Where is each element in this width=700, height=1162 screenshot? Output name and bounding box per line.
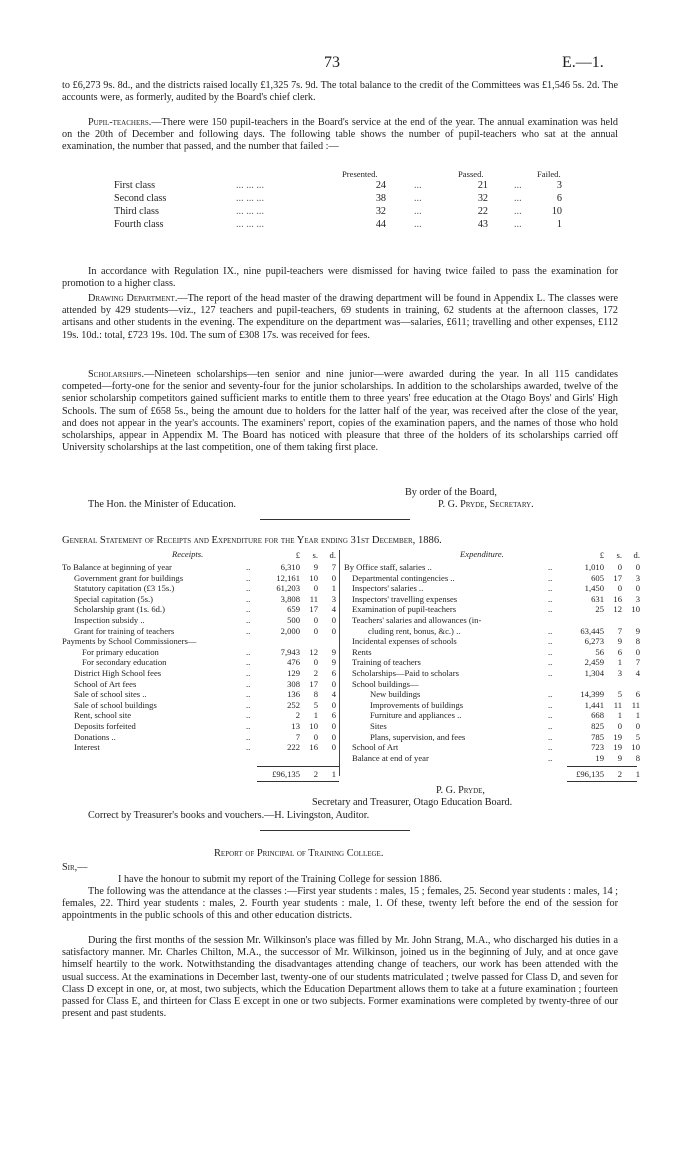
expenditure-leader: .. <box>548 742 553 753</box>
expenditure-label: Improvements of buildings <box>370 699 464 710</box>
receipt-leader: .. <box>246 699 251 710</box>
expenditure-amount-pence: 6 <box>635 689 640 700</box>
expenditure-label: Sites <box>370 721 387 731</box>
receipt-amount-shillings: 0 <box>313 657 318 668</box>
expenditure-label: By Office staff, salaries .. <box>344 562 432 572</box>
expenditure-leader: .. <box>548 699 553 710</box>
expenditure-leader: .. <box>548 562 553 572</box>
receipt-leader: .. <box>246 604 251 615</box>
expenditure-leader: .. <box>548 646 553 657</box>
pt-row-leader: ... ... ... <box>236 219 265 230</box>
pt-row-leader: ... <box>514 219 522 230</box>
expenditure-leader: .. <box>548 657 553 668</box>
receipts-total-underline <box>257 781 339 782</box>
expenditure-amount-pence: 8 <box>635 636 640 647</box>
expenditure-label: Plans, supervision, and fees <box>370 731 466 742</box>
receipt-amount-pence: 6 <box>331 668 336 678</box>
receipt-amount-pounds: 308 <box>287 678 300 689</box>
receipt-amount-shillings: 17 <box>309 678 318 689</box>
report-paragraph-1: I have the honour to submit my report of the Training College for session 1886. <box>118 874 442 885</box>
receipt-amount-pence: 4 <box>331 604 336 615</box>
lsd-right-pence: d. <box>633 550 640 560</box>
lsd-left-shillings: s. <box>312 550 318 560</box>
expenditure-amount-pence: 10 <box>631 604 640 615</box>
expenditure-label: Rents <box>352 646 372 657</box>
receipt-amount-pence: 3 <box>331 593 336 604</box>
receipt-amount-pence: 0 <box>331 625 336 636</box>
expenditure-header: Expenditure. <box>460 549 504 559</box>
expenditure-amount-pounds: 14,399 <box>580 689 604 700</box>
expenditure-amount-shillings: 12 <box>613 604 622 615</box>
expenditure-amount-shillings: 6 <box>617 646 622 657</box>
receipt-label: Sale of school buildings <box>74 699 157 710</box>
expenditure-amount-pounds: 1,010 <box>584 562 604 572</box>
expenditure-amount-pence: 3 <box>635 593 640 604</box>
pt-row-leader: ... <box>514 180 522 191</box>
receipts-header: Receipts. <box>172 549 204 559</box>
receipt-leader: .. <box>246 668 251 678</box>
expenditure-label: Inspectors' salaries .. <box>352 583 424 594</box>
expenditure-amount-shillings: 1 <box>617 657 622 668</box>
pupil-teachers-heading: Pupil-teachers. <box>88 117 152 128</box>
expenditure-amount-shillings: 9 <box>617 636 622 647</box>
expenditure-amount-pence: 7 <box>635 657 640 668</box>
expenditure-amount-shillings: 19 <box>613 731 622 742</box>
expenditure-amount-pence: 0 <box>635 646 640 657</box>
expenditure-label: Departmental contingencies .. <box>352 572 455 583</box>
expenditure-label: Balance at end of year <box>352 752 429 763</box>
pt-row-failed: 10 <box>551 206 562 217</box>
receipt-label: School of Art fees <box>74 678 137 689</box>
receipt-amount-shillings: 10 <box>309 721 318 731</box>
receipt-leader: .. <box>246 562 251 572</box>
receipt-label: Rent, school site <box>74 710 132 721</box>
receipt-amount-pounds: 3,808 <box>280 593 300 604</box>
expenditure-amount-pounds: 605 <box>591 572 604 583</box>
receipt-amount-pounds: 500 <box>287 615 300 625</box>
receipt-amount-pence: 0 <box>331 572 336 583</box>
receipt-amount-pounds: 12,161 <box>276 572 300 583</box>
receipt-amount-pence: 0 <box>331 742 336 753</box>
receipt-label: Deposits forfeited <box>74 721 136 731</box>
lsd-left-pounds: £ <box>295 550 300 560</box>
expenditure-leader: .. <box>548 604 553 615</box>
expenditure-leader: .. <box>548 636 553 647</box>
expenditure-leader: .. <box>548 710 553 721</box>
receipt-amount-pence: 0 <box>331 731 336 742</box>
receipt-amount-shillings: 17 <box>309 604 318 615</box>
receipt-amount-pence: 0 <box>331 615 336 625</box>
receipt-leader: .. <box>246 583 251 594</box>
expenditure-label: Teachers' salaries and allowances (in- <box>352 615 482 625</box>
pt-row-passed: 21 <box>477 180 488 191</box>
pt-row-failed: 3 <box>556 180 562 191</box>
auditor-line: Correct by Treasurer's books and vouchers.—H. Livingston, Auditor. <box>88 810 370 821</box>
expenditure-label: School buildings— <box>352 678 419 689</box>
expenditure-total-underline <box>567 781 637 782</box>
receipt-amount-pence: 6 <box>331 710 336 721</box>
expenditure-label: Scholarships—Paid to scholars <box>352 668 459 678</box>
receipt-amount-shillings: 11 <box>309 593 318 604</box>
lsd-right-pounds: £ <box>599 550 604 560</box>
receipt-leader: .. <box>246 678 251 689</box>
addressee: The Hon. the Minister of Education. <box>88 499 236 510</box>
expenditure-label: Furniture and appliances .. <box>370 710 462 721</box>
receipt-label: Payments by School Commissioners— <box>62 636 197 647</box>
page-number: 73 <box>324 54 340 71</box>
treasurer-name: P. G. Pryde, <box>436 785 485 796</box>
receipt-label: For primary education <box>82 646 159 657</box>
expenditure-amount-pence: 0 <box>635 583 640 594</box>
receipt-amount-pounds: 136 <box>287 689 300 700</box>
receipt-label: District High School fees <box>74 668 162 678</box>
receipt-label: Donations .. <box>74 731 116 742</box>
expenditure-amount-pence: 9 <box>635 625 640 636</box>
receipt-leader: .. <box>246 593 251 604</box>
expenditure-amount-pounds: 631 <box>591 593 604 604</box>
pt-row-passed: 32 <box>477 193 488 204</box>
receipt-amount-pounds: 6,310 <box>280 562 300 572</box>
secretary-signature: P. G. Pryde, Secretary. <box>438 499 534 510</box>
receipt-amount-pounds: 2,000 <box>280 625 300 636</box>
expenditure-leader: .. <box>548 625 553 636</box>
receipt-label: To Balance at beginning of year <box>62 562 172 572</box>
receipt-amount-shillings: 0 <box>313 583 318 594</box>
receipt-amount-pence: 0 <box>331 721 336 731</box>
regulation-paragraph: In accordance with Regulation IX., nine pupil-teachers were dismissed for having twice failed to pass the examination for promotion to a higher class. <box>62 266 618 290</box>
expenditure-label: cluding rent, bonus, &c.) .. <box>368 625 461 636</box>
expenditure-label: School of Art <box>352 742 399 753</box>
statement-title: General Statement of Receipts and Expenditure for the Year ending 31st December, 1886. <box>62 535 442 546</box>
receipt-leader: .. <box>246 657 251 668</box>
expenditure-amount-pounds: 1,304 <box>584 668 604 678</box>
receipt-amount-shillings: 1 <box>313 710 318 721</box>
pt-row-leader: ... <box>514 193 522 204</box>
expenditure-label: Training of teachers <box>352 657 421 668</box>
expenditure-amount-pounds: 825 <box>591 721 604 731</box>
receipt-amount-pounds: 7,943 <box>280 646 300 657</box>
receipt-amount-shillings: 2 <box>313 668 318 678</box>
expenditure-total-shillings: 2 <box>617 769 622 779</box>
receipt-amount-pounds: 659 <box>287 604 300 615</box>
receipt-amount-pounds: 129 <box>287 668 300 678</box>
column-failed: Failed. <box>537 169 561 179</box>
report-paragraph-2: The following was the attendance at the classes :—First year students : males, 15 ; females, 25. Second year students : males, 14 ; females, 22. Third year students : males, 2. Fourth year students : male, 1. Of these, twenty left before the end of the session for appointments in the public schools of this and other education districts. <box>62 886 618 922</box>
pt-row-label: Third class <box>114 206 159 217</box>
receipt-leader: .. <box>246 625 251 636</box>
receipts-total-shillings: 2 <box>313 769 318 779</box>
section-divider <box>260 519 410 520</box>
pt-row-label: Fourth class <box>114 219 164 230</box>
pt-row-leader: ... ... ... <box>236 180 265 191</box>
scholarships-paragraph <box>62 369 618 454</box>
expenditure-leader: .. <box>548 572 553 583</box>
receipt-amount-pounds: 476 <box>287 657 300 668</box>
receipt-amount-shillings: 0 <box>313 625 318 636</box>
expenditure-amount-pounds: 2,459 <box>584 657 604 668</box>
expenditure-amount-shillings: 0 <box>617 562 622 572</box>
receipt-leader: .. <box>246 731 251 742</box>
receipt-amount-pounds: 7 <box>295 731 300 742</box>
report-title: Report of Principal of Training College. <box>214 848 384 859</box>
expenditure-amount-pounds: 785 <box>591 731 604 742</box>
receipt-label: Statutory capitation (£3 15s.) <box>74 583 175 594</box>
column-divider <box>339 550 340 776</box>
receipt-leader: .. <box>246 615 251 625</box>
receipt-amount-pence: 0 <box>331 678 336 689</box>
receipt-label: Sale of school sites .. <box>74 689 147 700</box>
expenditure-amount-pounds: 19 <box>595 752 604 763</box>
expenditure-amount-shillings: 9 <box>617 752 622 763</box>
pt-row-failed: 6 <box>556 193 562 204</box>
expenditure-amount-pounds: 668 <box>591 710 604 721</box>
pt-row-passed: 22 <box>477 206 488 217</box>
expenditure-amount-pence: 5 <box>635 731 640 742</box>
receipt-amount-pounds: 222 <box>287 742 300 753</box>
pt-row-failed: 1 <box>556 219 562 230</box>
section-divider-2 <box>260 830 410 831</box>
expenditure-leader: .. <box>548 721 553 731</box>
pt-row-leader: ... <box>514 206 522 217</box>
pt-row-presented: 44 <box>375 219 386 230</box>
pt-row-label: First class <box>114 180 156 191</box>
expenditure-leader: .. <box>548 593 553 604</box>
expenditure-amount-pounds: 56 <box>595 646 604 657</box>
receipt-amount-pence: 9 <box>331 646 336 657</box>
expenditure-total-pence: 1 <box>635 769 640 779</box>
treasurer-title: Secretary and Treasurer, Otago Education Board. <box>312 797 513 808</box>
receipt-amount-shillings: 16 <box>309 742 318 753</box>
expenditure-amount-pounds: 63,445 <box>580 625 604 636</box>
pt-row-presented: 38 <box>375 193 386 204</box>
receipt-amount-pence: 7 <box>331 562 336 572</box>
pt-row-passed: 43 <box>477 219 488 230</box>
receipt-amount-pence: 0 <box>331 699 336 710</box>
receipt-amount-shillings: 5 <box>313 699 318 710</box>
expenditure-amount-pounds: 1,450 <box>584 583 604 594</box>
expenditure-leader: .. <box>548 752 553 763</box>
expenditure-total-rule <box>567 766 637 767</box>
expenditure-amount-shillings: 11 <box>613 699 622 710</box>
receipt-amount-pounds: 2 <box>295 710 300 721</box>
pt-row-presented: 32 <box>375 206 386 217</box>
receipt-label: Inspection subsidy .. <box>74 615 145 625</box>
expenditure-amount-pounds: 25 <box>595 604 604 615</box>
pt-row-leader: ... ... ... <box>236 193 265 204</box>
expenditure-amount-pence: 10 <box>631 742 640 753</box>
pupil-teachers-paragraph <box>62 117 618 154</box>
receipt-leader: .. <box>246 721 251 731</box>
column-passed: Passed. <box>458 169 484 179</box>
expenditure-amount-shillings: 0 <box>617 583 622 594</box>
receipt-amount-shillings: 8 <box>313 689 318 700</box>
column-presented: Presented. <box>342 169 378 179</box>
pt-row-leader: ... <box>414 219 422 230</box>
drawing-heading: Drawing Department. <box>88 293 178 304</box>
expenditure-amount-shillings: 3 <box>617 668 622 678</box>
lsd-left-pence: d. <box>329 550 336 560</box>
expenditure-amount-pence: 3 <box>635 572 640 583</box>
scholarships-heading: Scholarships. <box>88 369 145 380</box>
expenditure-amount-pence: 4 <box>635 668 640 678</box>
scholarships-text: —Nineteen scholarships—ten senior and nine junior—were awarded during the year. In all 115 candidates competed—forty-one for the senior and seventy-four for the junior scholarships. In addition to the scholarships awarded, twelve of the senior scholarship competitors gained sufficient marks to entitle them to three years' free education at the Otago Boys' and Girls' High Schools. The sum of £658 5s., being the amount due to holders for the latter half of the year, was received after the close of the year, and does not appear in the year's accounts. The examiners' report, copies of the examination papers, and the names of those who hold scholarships, appear in Appendix M. The Board has noticed with pleasure that three of the holders of its scholarships carried off University scholarships at the last competition, one of them taking first place. <box>62 369 618 454</box>
expenditure-amount-shillings: 16 <box>613 593 622 604</box>
expenditure-leader: .. <box>548 583 553 594</box>
expenditure-amount-shillings: 5 <box>617 689 622 700</box>
pt-row-leader: ... <box>414 180 422 191</box>
receipt-amount-shillings: 0 <box>313 615 318 625</box>
receipts-total-pounds: £96,135 <box>272 769 300 779</box>
receipt-leader: .. <box>246 710 251 721</box>
receipt-leader: .. <box>246 572 251 583</box>
receipts-total-rule <box>257 766 339 767</box>
expenditure-label: Incidental expenses of schools <box>352 636 457 647</box>
expenditure-amount-pence: 11 <box>631 699 640 710</box>
receipt-label: For secondary education <box>82 657 167 668</box>
pt-row-leader: ... ... ... <box>236 206 265 217</box>
receipt-leader: .. <box>246 646 251 657</box>
expenditure-amount-shillings: 19 <box>613 742 622 753</box>
expenditure-amount-pence: 0 <box>635 562 640 572</box>
expenditure-amount-pence: 8 <box>635 752 640 763</box>
report-paragraph-3: During the first months of the session Mr. Wilkinson's place was filled by Mr. John Strang, M.A., who discharged his duties in a satisfactory manner. Mr. Charles Chilton, M.A., the successor of Mr. Wilkinson, joined us in the beginning of July, and at once gave himself heartily to the work. Notwithstanding the disadvantages attending change of teachers, our work has been attended with the usual success. At the examinations in December last, twenty-one of our students matriculated ; twelve passed for Class D, and seven for Class D except in one, or, at most, two subjects, which the Education Department allows them to take at a future examination ; fourteen passed for Class E, and thirteen for Class E except in one or two subjects. Former examinations were completed by twenty-three of our present and past students. <box>62 935 618 1020</box>
expenditure-label: Inspectors' travelling expenses <box>352 593 458 604</box>
pupil-teachers-text: —There were 150 pupil-teachers in the Board's service at the end of the year. The annual examination was held on the 20th of December and following days. The following table shows the number of pupil-teachers who sat at the annual examination, the number that passed, and the number that failed :— <box>62 117 618 153</box>
receipt-amount-pounds: 252 <box>287 699 300 710</box>
report-salutation: Sir,— <box>62 862 88 873</box>
drawing-paragraph <box>62 293 618 342</box>
receipts-total-pence: 1 <box>331 769 336 779</box>
expenditure-amount-shillings: 7 <box>617 625 622 636</box>
expenditure-label: Examination of pupil-teachers <box>352 604 457 615</box>
receipt-leader: .. <box>246 689 251 700</box>
receipt-amount-shillings: 0 <box>313 731 318 742</box>
expenditure-amount-pounds: 1,441 <box>584 699 604 710</box>
receipt-label: Grant for training of teachers <box>74 625 175 636</box>
expenditure-total-pounds: £96,135 <box>576 769 604 779</box>
expenditure-amount-pence: 1 <box>635 710 640 721</box>
expenditure-leader: .. <box>548 731 553 742</box>
receipt-amount-pence: 4 <box>331 689 336 700</box>
pt-row-leader: ... <box>414 193 422 204</box>
closing-phrase: By order of the Board, <box>405 487 497 498</box>
pt-row-label: Second class <box>114 193 167 204</box>
expenditure-leader: .. <box>548 689 553 700</box>
expenditure-amount-pounds: 6,273 <box>584 636 604 647</box>
expenditure-amount-shillings: 0 <box>617 721 622 731</box>
receipt-label: Government grant for buildings <box>74 572 184 583</box>
expenditure-amount-shillings: 1 <box>617 710 622 721</box>
receipt-amount-pence: 9 <box>331 657 336 668</box>
receipt-amount-shillings: 10 <box>309 572 318 583</box>
intro-paragraph: to £6,273 9s. 8d., and the districts raised locally £1,325 7s. 9d. The total balance to the credit of the Committees was £1,546 5s. 2d. The accounts were, as formerly, audited by the Board's chief clerk. <box>62 80 618 104</box>
expenditure-amount-pence: 0 <box>635 721 640 731</box>
receipt-label: Interest <box>74 742 100 753</box>
pt-row-presented: 24 <box>375 180 386 191</box>
expenditure-amount-pounds: 723 <box>591 742 604 753</box>
receipt-amount-pounds: 61,203 <box>276 583 300 594</box>
receipt-amount-pence: 1 <box>331 583 336 594</box>
expenditure-label: New buildings <box>370 689 421 700</box>
receipt-amount-shillings: 12 <box>309 646 318 657</box>
receipt-amount-pounds: 13 <box>291 721 300 731</box>
receipt-label: Special capitation (5s.) <box>74 593 153 604</box>
receipt-leader: .. <box>246 742 251 753</box>
pt-row-leader: ... <box>414 206 422 217</box>
page-reference: E.—1. <box>562 54 604 71</box>
lsd-right-shillings: s. <box>616 550 622 560</box>
expenditure-leader: .. <box>548 668 553 678</box>
receipt-label: Scholarship grant (1s. 6d.) <box>74 604 165 615</box>
expenditure-amount-shillings: 17 <box>613 572 622 583</box>
drawing-text: —The report of the head master of the drawing department will be found in Appendix L. The classes were attended by 429 students—viz., 127 teachers and pupil-teachers, 69 students in training, 62 students at the afternoon classes, 172 artisans and other students in the evening. The expenditure on the department was—salaries, £611; travelling and other expenses, £112 19s. 10d.: total, £723 19s. 10d. The sum of £308 17s. was received for fees. <box>62 293 618 341</box>
receipt-amount-shillings: 9 <box>313 562 318 572</box>
